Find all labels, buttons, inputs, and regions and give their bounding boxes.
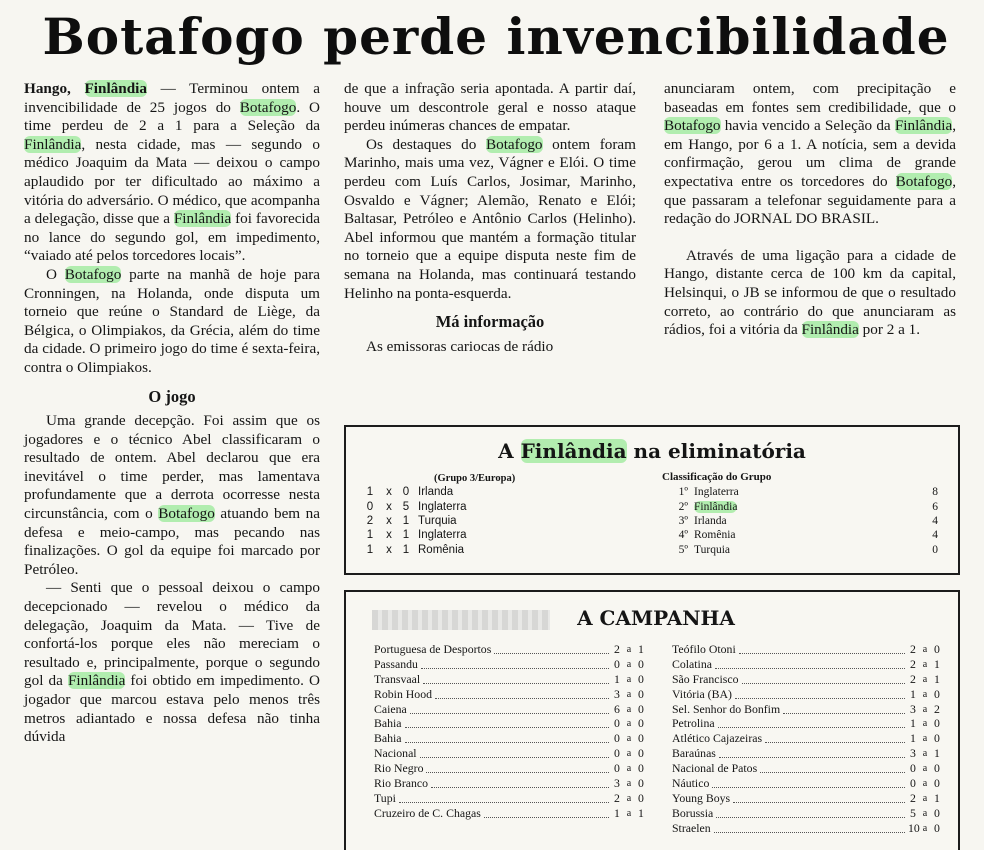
leader-dots [714,824,905,833]
campanha-score-separator: a [626,718,632,730]
campanha-team: Náutico [672,775,710,790]
score-opponent: 5 [402,500,410,513]
campanha-score-opponent: 0 [934,716,940,731]
score-separator: x [386,500,392,513]
campanha-score-botafogo: 10 [908,820,920,835]
campanha-team: Robin Hood [374,686,433,701]
campanha-row [672,657,942,672]
campanha-row [374,672,646,687]
campanha-score-botafogo: 2 [910,790,916,805]
campanha-score-opponent: 0 [638,746,644,761]
campanha-score-separator: a [626,763,632,775]
campanha-score-opponent: 0 [638,656,644,671]
score-finland: 1 [366,529,374,542]
campanha-row [374,776,646,791]
leader-dots [739,645,905,654]
campanha-row [374,731,646,746]
campanha-score-botafogo: 2 [910,656,916,671]
campanha-score-botafogo: 0 [614,731,620,746]
campanha-team: Transvaal [374,671,421,686]
highlighted-word: Finlândia [84,80,147,97]
campanha-score-botafogo: 1 [614,805,620,820]
campanha-team: Rio Negro [374,761,424,776]
campanha-row [672,716,942,731]
score-finland: 1 [366,486,374,499]
campanha-score-opponent: 0 [934,820,940,835]
leader-dots [715,660,905,669]
group-label: (Grupo 3/Europa) [434,473,516,484]
campanha-row [672,702,942,717]
campanha-score-opponent: 1 [934,746,940,761]
leader-dots [719,749,905,758]
result-row [362,485,632,499]
campanha-score-botafogo: 1 [614,671,620,686]
campanha-score-opponent: 0 [638,701,644,716]
campanha-score-opponent: 0 [934,775,940,790]
campanha-score-separator: a [922,688,928,700]
campanha-score-separator: a [922,807,928,819]
campanha-row [374,716,646,731]
campanha-team: Teófilo Otoni [672,641,736,656]
article-column-1 [24,80,320,747]
campanha-row [672,731,942,746]
classification-title: Classificação do Grupo [662,471,772,483]
highlighted-word: Botafogo [895,172,953,190]
opponent-name: Inglaterra [418,529,467,542]
score-separator: x [386,529,392,542]
paragraph-1-text: — Terminou ontem a invencibilidade de 25 jogos do Botafogo. O time perdeu de 2 a 1 para a Seleção da Finlândia, nesta cidade, mas — segundo o médico Joaquim da Mata — deixou o campo aplaudido por ter dificultado ao máximo a vitória do adversário. O médico, que acompanha a delegação, disse que a Finlândia foi favorecida no lance do segundo gol, em impedimento, “vaiado até pelos torcedores locais”. [24,80,321,265]
campanha-score-opponent: 0 [934,641,940,656]
campanha-row [374,791,646,806]
score-opponent: 0 [402,486,410,499]
highlighted-word: Botafogo [64,265,122,283]
campanha-team: Bahia [374,731,402,746]
campanha-score-separator: a [922,703,928,715]
leader-dots [718,719,905,728]
leader-dots [421,660,609,669]
highlighted-word: Finlândia [894,117,953,135]
leader-dots [420,749,609,758]
score-finland: 1 [366,543,374,556]
leader-dots [435,690,609,699]
highlighted-word: Finlândia [520,439,627,463]
campanha-score-separator: a [922,822,928,834]
campanha-team: Caiena [374,701,407,716]
highlighted-word: Botafogo [158,505,215,523]
campanha-score-opponent: 0 [638,790,644,805]
article-column-3 [664,80,956,340]
classification-row [662,485,938,499]
campanha-right-list [672,642,942,836]
classification-position: 2º [678,500,688,513]
classification-points: 4 [932,529,938,542]
score-finland: 0 [366,500,374,513]
campanha-score-opponent: 1 [934,790,940,805]
campanha-score-botafogo: 2 [910,641,916,656]
dateline: Hango, Finlândia [24,80,147,97]
campanha-score-separator: a [626,688,632,700]
campanha-score-botafogo: 3 [910,701,916,716]
campanha-score-separator: a [922,658,928,670]
campanha-score-opponent: 1 [638,805,644,820]
campanha-score-botafogo: 1 [910,716,916,731]
campanha-score-botafogo: 0 [910,761,916,776]
classification-team: Irlanda [694,514,727,527]
campanha-score-botafogo: 0 [614,746,620,761]
classification-team [694,501,918,513]
campanha-row [374,687,646,702]
campanha-score-separator: a [922,748,928,760]
score-separator: x [386,543,392,556]
campanha-team: Rio Branco [374,775,429,790]
campanha-score-botafogo: 5 [910,805,916,820]
campanha-score-opponent: 0 [934,761,940,776]
campanha-score-separator: a [922,792,928,804]
campanha-team: Baraúnas [672,746,716,761]
campanha-score-separator: a [626,643,632,655]
campanha-score-opponent: 0 [638,686,644,701]
classification-position: 3º [678,514,688,527]
campanha-row [672,672,942,687]
campanha-row [672,761,942,776]
classification-points: 0 [932,543,938,556]
leader-dots [431,779,609,788]
eliminatoria-title: A Finlândia na eliminatória [498,439,806,463]
classification-team: Turquia [694,543,730,556]
campanha-team: Colatina [672,656,712,671]
campanha-score-botafogo: 3 [614,775,620,790]
campanha-row [374,702,646,717]
campanha-row [374,746,646,761]
highlighted-word: Botafogo [664,117,721,135]
highlighted-word: Botafogo [239,98,297,116]
leader-dots [426,764,609,773]
campanha-score-opponent: 1 [934,656,940,671]
campanha-row [672,642,942,657]
classification-position: 5º [678,543,688,556]
campanha-team: Passandu [374,656,418,671]
campanha-score-opponent: 0 [934,686,940,701]
leader-dots [733,794,905,803]
classification-position: 1º [678,486,688,499]
article-column-2 [344,80,636,356]
leader-dots [712,779,905,788]
campanha-score-separator: a [922,777,928,789]
campanha-score-opponent: 0 [638,671,644,686]
campanha-score-opponent: 0 [638,716,644,731]
campanha-row [374,657,646,672]
campanha-team: Vitória (BA) [672,686,732,701]
campanha-team: Borussia [672,805,714,820]
leader-dots [410,705,609,714]
campanha-team: São Francisco [672,671,739,686]
campanha-score-botafogo: 2 [614,641,620,656]
campanha-score-opponent: 0 [638,731,644,746]
leader-dots [494,645,609,654]
leader-dots [742,675,905,684]
campanha-title: A CAMPANHA [577,606,735,630]
blurred-region [372,610,550,630]
paragraph-9: Através de uma ligação para a cidade de Hango, distante cerca de 100 km da capital, Helsinqui, o JB se informou de que o resultado correto, ao contrário do que anunciaram as rádios, foi a vitória da Finlândia por 2 a 1. [664,246,956,339]
campanha-score-separator: a [626,777,632,789]
leader-dots [716,809,905,818]
campanha-score-botafogo: 6 [614,701,620,716]
campanha-score-botafogo: 3 [910,746,916,761]
paragraph-6: Os destaques do Botafogo ontem foram Marinho, mais uma vez, Vágner e Elói. O time perdeu com Luís Carlos, Josimar, Marinho, Osvaldo e Vágner; Alemão, Renato e Elói; Baltasar, Petróleo e Antônio Carlos (Helinho). Abel informou que mantém a formação titular no torneio que a equipe disputa neste fim de semana na Holanda, mas continuará testando Helinho na ponta-esquerda. [344,135,636,302]
classification-row [662,528,938,542]
leader-dots [399,794,609,803]
classification-row [662,514,938,528]
campanha-score-separator: a [922,733,928,745]
score-opponent: 1 [402,529,410,542]
opponent-name: Irlanda [418,486,454,499]
campanha-score-opponent: 1 [934,671,940,686]
campanha-score-opponent: 0 [934,805,940,820]
paragraph-7: As emissoras cariocas de rádio [366,337,554,355]
campanha-row [672,821,942,836]
campanha-team: Straelen [672,820,711,835]
campanha-box [344,590,960,850]
classification-team: Romênia [694,529,736,542]
campanha-team: Sel. Senhor do Bonfim [672,701,781,716]
campanha-score-separator: a [626,703,632,715]
campanha-team: Tupi [374,790,396,805]
campanha-score-opponent: 0 [934,731,940,746]
paragraph-5: de que a infração seria apontada. A partir daí, houve um descontrole geral e nosso ataque perdeu inúmeras chances de empatar. [344,80,636,135]
paragraph-1 [24,80,320,266]
leader-dots [765,734,905,743]
campanha-team: Nacional de Patos [672,761,758,776]
campanha-score-botafogo: 0 [614,656,620,671]
campanha-score-botafogo: 0 [614,716,620,731]
leader-dots [405,734,609,743]
campanha-score-opponent: 0 [638,775,644,790]
subhead-ma-informacao: Má informação [435,312,545,332]
campanha-score-botafogo: 2 [614,790,620,805]
leader-dots [484,809,609,818]
score-finland: 2 [366,514,374,527]
campanha-score-separator: a [922,763,928,775]
eliminatoria-box [344,425,960,575]
highlighted-word: Finlândia [67,672,126,690]
campanha-team: Cruzeiro de C. Chagas [374,805,481,820]
results-table [362,485,632,557]
campanha-score-opponent: 0 [638,761,644,776]
result-row [362,528,632,542]
classification-table [662,485,938,557]
campanha-score-separator: a [626,748,632,760]
leader-dots [405,719,609,728]
result-row [362,514,632,528]
campanha-score-separator: a [922,643,928,655]
campanha-team: Bahia [374,716,402,731]
campanha-score-botafogo: 1 [910,686,916,701]
campanha-row [374,642,646,657]
paragraph-2: O Botafogo parte na manhã de hoje para Cronningen, na Holanda, onde disputa um torneio que reúne o Standard de Liège, da Bélgica, o Olimpiakos, da Grécia, além do time da cidade. O primeiro jogo do time é sexta-feira, contra o Olimpiakos. [24,265,321,376]
campanha-score-separator: a [922,718,928,730]
highlighted-word: Finlândia [801,321,859,339]
leader-dots [735,690,905,699]
campanha-score-separator: a [626,658,632,670]
campanha-row [374,806,646,821]
paragraph-3: Uma grande decepção. Foi assim que os jogadores e o técnico Abel classificaram o resultado de ontem. Abel declarou que era inevitável o time perder, mas lamentava profundamente que a derrota ocorresse nesta circunstância, com o Botafogo atuando bem na defesa e meio-campo, mas pecando nas finalizações. O gol da equipe foi marcado por Petróleo. [24,412,320,578]
leader-dots [760,764,905,773]
classification-position: 4º [678,529,688,542]
campanha-team: Nacional [374,746,417,761]
campanha-team: Portuguesa de Desportos [374,641,492,656]
campanha-row [672,776,942,791]
campanha-left-list [374,642,646,821]
score-separator: x [386,514,392,527]
classification-row [662,543,938,557]
campanha-score-botafogo: 3 [614,686,620,701]
campanha-score-botafogo: 1 [910,731,916,746]
campanha-row [672,806,942,821]
campanha-team: Young Boys [672,790,731,805]
highlighted-word: Finlândia [24,135,82,153]
campanha-score-opponent: 1 [638,641,644,656]
opponent-name: Inglaterra [418,500,467,513]
classification-points: 8 [932,486,938,499]
score-opponent: 1 [402,514,410,527]
score-opponent: 1 [402,543,410,556]
headline: Botafogo perde invencibilidade [42,7,950,66]
campanha-score-opponent: 2 [934,701,940,716]
opponent-name: Romênia [418,543,465,556]
campanha-score-botafogo: 0 [910,775,916,790]
paragraph-4: — Senti que o pessoal deixou o campo decepcionado — revelou o médico da delegação, Joaquim da Mata. — Tive de confortá-los porque eles não mereciam o resultado e, principalmente, porque o segundo gol da Finlândia foi obtido em impedimento. O jogador que marcou estava pelo menos três metros adiantado e nossa defesa não tinha dúvida [24,579,320,746]
classification-team: Inglaterra [694,486,739,499]
classification-points: 4 [932,514,938,527]
result-row [362,499,632,513]
campanha-row [672,791,942,806]
paragraph-8: anunciaram ontem, com precipitação e baseadas em fontes sem credibilidade, que o Botafogo havia vencido a Seleção da Finlândia, em Hango, por 6 a 1. A notícia, sem a devida confirmação, gerou um clima de grande expectativa entre os torcedores do Botafogo, que passaram a telefonar seguidamente para a redação do JORNAL DO BRASIL. [664,80,956,228]
campanha-score-separator: a [626,733,632,745]
classification-row [662,499,938,513]
campanha-team: Atlético Cajazeiras [672,731,763,746]
score-separator: x [386,486,392,499]
campanha-score-botafogo: 0 [614,761,620,776]
campanha-score-separator: a [626,673,632,685]
subhead-o-jogo: O jogo [148,386,196,406]
highlighted-word: Finlândia [694,500,738,513]
campanha-row [672,746,942,761]
campanha-score-separator: a [922,673,928,685]
campanha-row [374,761,646,776]
highlighted-word: Finlândia [173,210,232,228]
classification-points: 6 [932,500,938,513]
campanha-row [672,687,942,702]
leader-dots [423,675,609,684]
opponent-name: Turquia [418,514,457,527]
campanha-score-separator: a [626,792,632,804]
leader-dots [783,705,905,714]
result-row [362,543,632,557]
highlighted-word: Botafogo [485,135,543,153]
campanha-score-separator: a [626,807,632,819]
campanha-team: Petrolina [672,716,715,731]
campanha-score-botafogo: 2 [910,671,916,686]
